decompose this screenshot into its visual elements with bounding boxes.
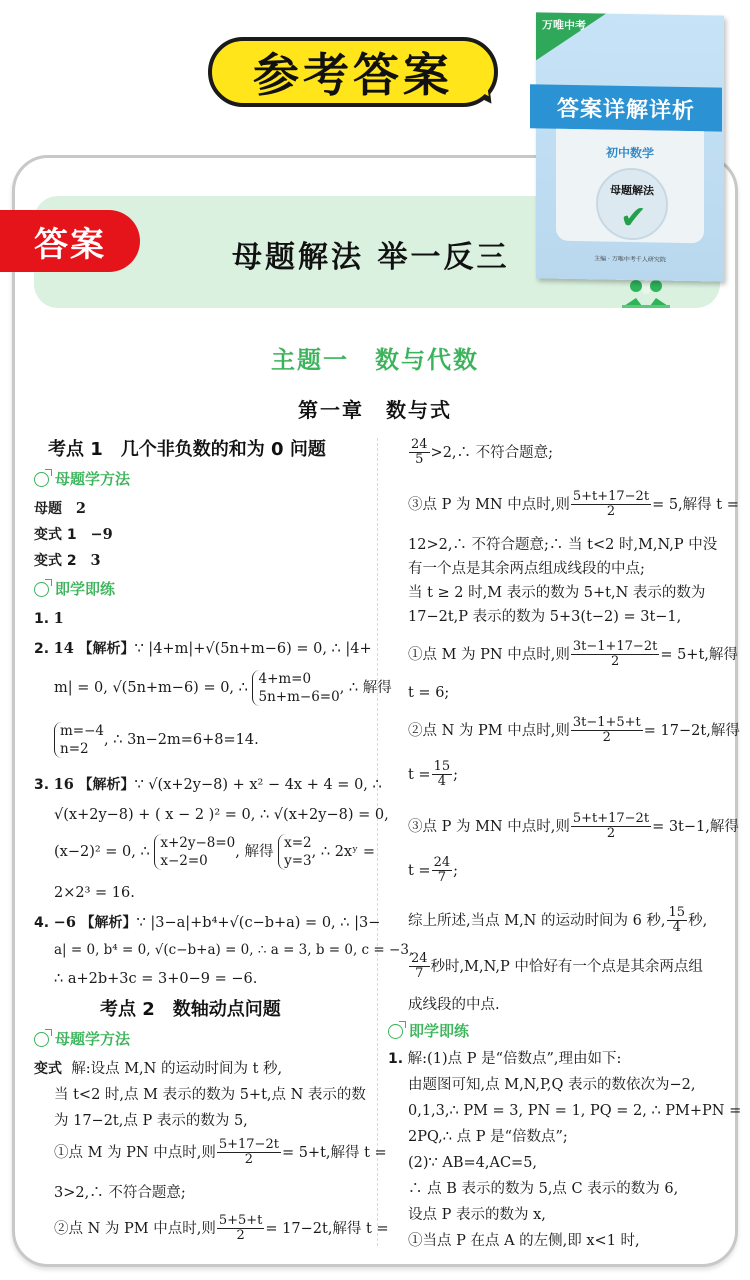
book-cover-image — [536, 12, 724, 281]
q-num: 1. — [34, 611, 50, 627]
book-emblem — [596, 167, 668, 240]
text: ③点 P 为 MN 中点时,则 — [408, 496, 570, 513]
text: 秒时,M,N,P 中恰好有一个点是其余两点组 — [430, 958, 703, 975]
r-summary2 — [408, 952, 703, 982]
q3-line3 — [54, 834, 375, 870]
q-num: 1. — [388, 1051, 404, 1067]
text: (x−2)² = 0, ∴ — [54, 844, 150, 861]
q4-line2: a| = 0, b⁴ = 0, √(c−b+a) = 0, ∴ a = 3, b = 0, c = −3, — [54, 942, 414, 958]
p1-line7: 设点 P 表示的数为 x, — [408, 1207, 546, 1223]
eq: 4+m=0 — [258, 671, 312, 687]
p1-line5: (2)∵ AB=4,AC=5, — [408, 1155, 538, 1171]
analysis-tag: 【解析】 — [78, 777, 135, 793]
text: = 5,解得 t = — [652, 496, 739, 513]
variant-line3: 为 17−2t,点 P 表示的数为 5, — [54, 1113, 248, 1129]
eq: n=2 — [60, 741, 89, 758]
r-summary3: 成线段的中点. — [408, 997, 500, 1013]
text: ②点 N 为 PM 中点时,则 — [408, 722, 570, 739]
text: m| = 0, √(5n+m−6) = 0, ∴ — [54, 680, 248, 697]
fraction — [217, 1214, 265, 1244]
q-num: 2. — [34, 641, 50, 657]
mascot-icon — [622, 278, 670, 308]
r-line-c: 当 t ≥ 2 时,M 表示的数为 5+t,N 表示的数为 — [408, 585, 706, 601]
denominator: 2 — [236, 1228, 245, 1244]
text: 解:设点 M,N 的运动时间为 t 秒, — [71, 1061, 283, 1077]
text: ; — [453, 766, 459, 783]
checkmark-icon: ✔ — [620, 197, 647, 237]
text: , 解得 — [235, 844, 274, 861]
value: 3 — [90, 552, 101, 569]
book-brand: 万唯中考 — [542, 18, 586, 33]
banner-title: 母题解法 举一反三 — [232, 240, 510, 275]
eq: y=3 — [284, 853, 312, 870]
q1 — [34, 610, 64, 629]
answer-tab-label: 答案 — [34, 224, 106, 265]
p1-line8: ①当点 P 在点 A 的左侧,即 x<1 时, — [408, 1233, 640, 1249]
numerator: 5+t+17−2t — [572, 489, 650, 504]
q2-line2 — [54, 670, 392, 706]
section-label: 即学即练 — [409, 1022, 470, 1040]
fraction — [432, 760, 453, 790]
section-icon — [34, 472, 49, 487]
r-case3 — [408, 490, 739, 520]
label: 母题 — [34, 501, 62, 517]
r-case-d1-result: t = 6; — [408, 685, 450, 701]
book-subject: 初中数学 — [605, 145, 654, 161]
variant-line2: 当 t<2 时,点 M 表示的数为 5+t,点 N 表示的数 — [54, 1087, 366, 1103]
p1-line1 — [388, 1050, 621, 1069]
text: = 17−2t,解得 — [643, 722, 740, 739]
q3-line4: 2×2³ = 16. — [54, 885, 135, 901]
book-series: 母题解法 — [610, 183, 654, 198]
numerator: 3t−1+5+t — [572, 715, 641, 730]
variant1-answer — [34, 526, 113, 545]
fraction — [409, 952, 430, 982]
numerator: 15 — [433, 759, 451, 774]
r-case-d3-result — [408, 856, 458, 886]
equation-system — [278, 834, 312, 870]
variant-case2 — [54, 1214, 389, 1244]
label: 变式 — [34, 1061, 62, 1077]
analysis-tag: 【解析】 — [80, 915, 137, 931]
book-footer: 主编 · 万唯中考千人研究院 — [594, 255, 666, 264]
text: ∵ |4+m|+√(5n+m−6) = 0, ∴ |4+ — [134, 641, 372, 657]
denominator: 2 — [610, 654, 620, 670]
kp1-title: 考点 1 几个非负数的和为 0 问题 — [48, 439, 326, 460]
text: ①点 M 为 PN 中点时,则 — [54, 1144, 216, 1161]
q-answer: 14 — [53, 640, 74, 657]
p1-line3: 0,1,3,∴ PM = 3, PN = 1, PQ = 2, ∴ PM+PN = — [408, 1103, 742, 1119]
q-num: 3. — [34, 777, 50, 793]
fraction — [571, 490, 651, 520]
eq: x+2y−8=0 — [160, 835, 236, 851]
p1-line6: ∴ 点 B 表示的数为 5,点 C 表示的数为 6, — [408, 1181, 679, 1197]
r-case-d2-result — [408, 760, 458, 790]
text: ; — [453, 862, 459, 879]
chapter-heading: 第一章 数与式 — [298, 398, 452, 422]
denominator: 2 — [244, 1152, 254, 1168]
denominator: 4 — [672, 920, 681, 936]
r-line-d: 17−2t,P 表示的数为 5+3(t−2) = 3t−1, — [408, 609, 682, 625]
equation-system — [154, 834, 235, 870]
speech-bubble — [208, 37, 498, 107]
q4-line1 — [34, 914, 380, 933]
eq: m=−4 — [60, 723, 105, 739]
bubble-title: 参考答案 — [253, 48, 453, 102]
r-summary1 — [408, 906, 707, 936]
eq: 5n+m−6=0 — [258, 689, 340, 706]
text: = 3t−1,解得 — [652, 818, 739, 835]
numerator: 5+5+t — [218, 1213, 263, 1228]
text: , ∴ 2xʸ = — [311, 844, 375, 861]
numerator: 15 — [668, 905, 686, 920]
fraction — [432, 856, 453, 886]
analysis-tag: 【解析】 — [78, 641, 135, 657]
q-answer: 16 — [53, 776, 74, 793]
r-case-d2 — [408, 716, 740, 746]
q-answer: 1 — [53, 610, 64, 627]
numerator: 5+t+17−2t — [572, 811, 650, 826]
denominator: 5 — [415, 452, 424, 468]
section-icon — [34, 1032, 49, 1047]
text: t = — [408, 862, 431, 879]
q3-line2: √(x+2y−8) + ( x − 2 )² = 0, ∴ √(x+2y−8) = 0, — [54, 807, 389, 823]
numerator: 24 — [433, 855, 451, 870]
section-practice — [388, 1022, 469, 1042]
text: , ∴ 解得 — [339, 680, 392, 697]
answer-tab — [0, 210, 140, 272]
value: 2 — [75, 500, 86, 517]
numerator: 3t−1+17−2t — [572, 639, 658, 654]
text: = 5+t,解得 t = — [281, 1144, 387, 1161]
variant2-answer — [34, 552, 101, 571]
text: ②点 N 为 PM 中点时,则 — [54, 1220, 216, 1237]
text: >2,∴ 不符合题意; — [430, 444, 554, 461]
variant-case1 — [54, 1138, 387, 1168]
text: ∵ |3−a|+b⁴+√(c−b+a) = 0, ∴ |3− — [136, 915, 381, 931]
fraction — [409, 438, 430, 468]
denominator: 2 — [606, 504, 616, 520]
text: ∵ √(x+2y−8) + x² − 4x + 4 = 0, ∴ — [134, 777, 382, 793]
r-case-d1 — [408, 640, 738, 670]
q2-line1 — [34, 640, 372, 659]
variant-case1-cont: 3>2,∴ 不符合题意; — [54, 1185, 186, 1201]
value: −9 — [90, 526, 113, 543]
fraction — [667, 906, 688, 936]
topic-heading: 主题一 数与代数 — [271, 345, 479, 374]
q-num: 4. — [34, 915, 50, 931]
r-case-d3 — [408, 812, 739, 842]
equation-system — [54, 722, 104, 758]
q-answer: −6 — [53, 914, 76, 931]
p1-line2: 由题图可知,点 M,N,P,Q 表示的数依次为−2, — [408, 1077, 696, 1093]
book-title-ribbon — [530, 84, 722, 131]
book-title: 答案详解详析 — [556, 96, 695, 124]
text: = 17−2t,解得 t = — [265, 1220, 389, 1237]
fraction — [571, 716, 643, 746]
section-method — [34, 1030, 130, 1050]
numerator: 5+17−2t — [218, 1137, 279, 1152]
column-divider — [377, 438, 378, 1246]
eq: x=2 — [284, 835, 312, 851]
text: ③点 P 为 MN 中点时,则 — [408, 818, 570, 835]
equation-system — [252, 670, 339, 706]
text: , ∴ 3n−2m=6+8=14. — [104, 732, 259, 749]
section-icon — [388, 1024, 403, 1039]
text: 秒, — [688, 912, 708, 929]
denominator: 7 — [415, 966, 424, 982]
fraction — [571, 812, 651, 842]
section-label: 母题学方法 — [55, 1030, 131, 1048]
denominator: 2 — [606, 826, 616, 842]
r-line-a: 12>2,∴ 不符合题意;∴ 当 t<2 时,M,N,P 中没 — [408, 537, 718, 553]
kp2-title: 考点 2 数轴动点问题 — [100, 999, 281, 1020]
text: 解:(1)点 P 是“倍数点”,理由如下: — [407, 1051, 622, 1067]
section-icon — [34, 582, 49, 597]
text: t = — [408, 766, 431, 783]
section-label: 母题学方法 — [55, 470, 131, 488]
section-label: 即学即练 — [55, 580, 116, 598]
r-line-24-5 — [408, 438, 553, 468]
p1-line4: 2PQ,∴ 点 P 是“倍数点”; — [408, 1129, 568, 1145]
q3-line1 — [34, 776, 382, 795]
q4-line3: ∴ a+2b+3c = 3+0−9 = −6. — [54, 971, 258, 987]
label: 变式 2 — [34, 553, 77, 569]
fraction — [571, 640, 659, 670]
denominator: 2 — [602, 730, 611, 746]
text: = 5+t,解得 — [660, 646, 738, 663]
label: 变式 1 — [34, 527, 77, 543]
eq: x−2=0 — [160, 853, 208, 870]
section-method — [34, 470, 130, 490]
fraction — [217, 1138, 281, 1168]
q2-line3 — [54, 722, 259, 758]
numerator: 24 — [411, 437, 428, 452]
variant-line1 — [34, 1060, 282, 1079]
mother-answer — [34, 500, 86, 519]
numerator: 24 — [411, 951, 428, 966]
denominator: 7 — [437, 870, 446, 886]
r-line-b: 有一个点是其余两点组成线段的中点; — [408, 561, 645, 577]
denominator: 4 — [437, 774, 446, 790]
text: 综上所述,当点 M,N 的运动时间为 6 秒, — [408, 912, 666, 929]
text: ①点 M 为 PN 中点时,则 — [408, 646, 570, 663]
book-panel — [556, 129, 704, 244]
section-practice — [34, 580, 115, 600]
